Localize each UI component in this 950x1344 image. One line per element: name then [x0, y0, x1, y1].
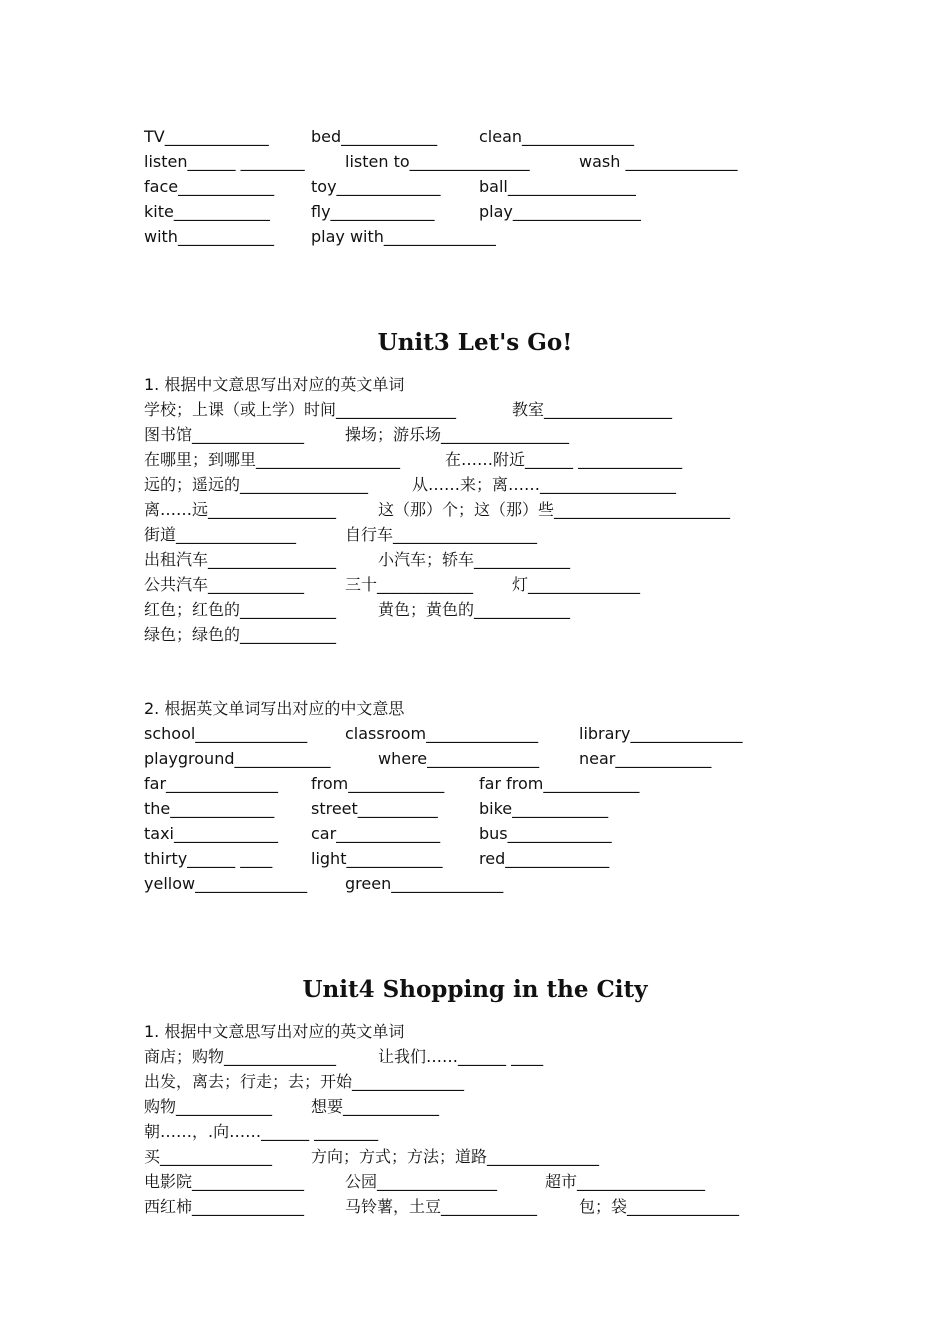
vocab-item: 灯______________ — [512, 575, 641, 594]
vocab-item: with____________ — [144, 227, 274, 246]
exercise-heading: 2. 根据英文单词写出对应的中文意思 — [144, 699, 405, 718]
vocab-item: toy_____________ — [311, 177, 441, 196]
vocab-row — [144, 497, 844, 522]
vocab-item: 这（那）个；这（那）些______________________ — [378, 500, 731, 519]
vocab-item: face____________ — [144, 177, 275, 196]
vocab-row — [144, 199, 844, 224]
vocab-row — [144, 149, 844, 174]
vocab-item: where______________ — [378, 749, 540, 768]
vocab-row — [144, 422, 844, 447]
vocab-item: listen______ ________ — [144, 152, 305, 171]
vocab-row — [144, 1169, 844, 1194]
vocab-item: far______________ — [144, 774, 279, 793]
vocab-item: library______________ — [579, 724, 743, 743]
unit3-part2-heading — [144, 696, 844, 721]
vocab-row — [144, 522, 844, 547]
exercise-heading: 1. 根据中文意思写出对应的英文单词 — [144, 375, 405, 394]
vocab-item: clean______________ — [479, 127, 635, 146]
vocab-row — [144, 124, 844, 149]
vocab-item: bed____________ — [311, 127, 438, 146]
exercise-heading: 1. 根据中文意思写出对应的英文单词 — [144, 1022, 405, 1041]
vocab-row — [144, 224, 844, 249]
vocab-item: school______________ — [144, 724, 308, 743]
vocab-item: the_____________ — [144, 799, 275, 818]
vocab-item: 超市________________ — [545, 1172, 706, 1191]
vocab-item: car_____________ — [311, 824, 441, 843]
vocab-row — [144, 1069, 844, 1094]
vocab-item: 马铃薯，土豆____________ — [345, 1197, 538, 1216]
vocab-row — [144, 472, 844, 497]
vocab-item: 方向；方式；方法；道路______________ — [311, 1147, 600, 1166]
vocab-item: 电影院______________ — [144, 1172, 305, 1191]
vocab-row — [144, 397, 844, 422]
vocab-item: 在……附近______ _____________ — [445, 450, 683, 469]
vocab-item: 图书馆______________ — [144, 425, 305, 444]
vocab-item: 在哪里；到哪里__________________ — [144, 450, 401, 469]
vocab-item: red_____________ — [479, 849, 610, 868]
vocab-item: bus_____________ — [479, 824, 612, 843]
vocab-row — [144, 572, 844, 597]
vocab-item: green______________ — [345, 874, 504, 893]
vocab-item: 红色；红色的____________ — [144, 600, 337, 619]
vocab-item: kite____________ — [144, 202, 270, 221]
vocab-item: far from____________ — [479, 774, 640, 793]
vocab-item: 让我们……______ ____ — [378, 1047, 544, 1066]
vocab-item: 从……来；离……_________________ — [412, 475, 677, 494]
vocab-item: bike____________ — [479, 799, 609, 818]
vocab-row — [144, 597, 844, 622]
vocab-item: 公共汽车____________ — [144, 575, 305, 594]
vocab-row — [144, 821, 844, 846]
vocab-item: 想要____________ — [311, 1097, 440, 1116]
vocab-item: 教室________________ — [512, 400, 673, 419]
vocab-item: taxi_____________ — [144, 824, 278, 843]
vocab-item: 出租汽车________________ — [144, 550, 337, 569]
vocab-row — [144, 622, 844, 647]
vocab-item: playground____________ — [144, 749, 331, 768]
vocab-row — [144, 1144, 844, 1169]
vocab-row — [144, 1094, 844, 1119]
vocab-item: 自行车__________________ — [345, 525, 538, 544]
unit3-part1-heading — [144, 372, 844, 397]
vocab-item: 商店；购物______________ — [144, 1047, 337, 1066]
vocab-row — [144, 1044, 844, 1069]
vocab-row — [144, 174, 844, 199]
vocab-item: 公园_______________ — [345, 1172, 498, 1191]
vocab-item: 绿色；绿色的____________ — [144, 625, 337, 644]
vocab-row — [144, 846, 844, 871]
vocab-item: 购物____________ — [144, 1097, 273, 1116]
vocab-row — [144, 721, 844, 746]
vocab-row — [144, 1119, 844, 1144]
unit4-title: Unit4 Shopping in the City — [302, 976, 648, 1003]
vocab-row — [144, 746, 844, 771]
vocab-row — [144, 771, 844, 796]
unit3-title: Unit3 Let's Go! — [377, 329, 573, 356]
vocab-item: 三十____________ — [345, 575, 474, 594]
vocab-row — [144, 447, 844, 472]
vocab-item: yellow______________ — [144, 874, 308, 893]
vocab-item: wash ______________ — [579, 152, 738, 171]
vocab-item: listen to_______________ — [345, 152, 530, 171]
vocab-row — [144, 871, 844, 896]
vocab-item: 出发，离去；行走；去；开始______________ — [144, 1072, 465, 1091]
unit4-part1-heading — [144, 1019, 844, 1044]
vocab-item: 包；袋______________ — [579, 1197, 740, 1216]
vocab-item: 离……远________________ — [144, 500, 337, 519]
vocab-item: 买______________ — [144, 1147, 273, 1166]
vocab-item: street__________ — [311, 799, 438, 818]
vocab-item: fly_____________ — [311, 202, 435, 221]
vocab-item: 朝……，.向……______ ________ — [144, 1122, 379, 1141]
vocab-item: 黄色；黄色的____________ — [378, 600, 571, 619]
vocab-item: from____________ — [311, 774, 445, 793]
vocab-item: play________________ — [479, 202, 641, 221]
vocab-item: 街道_______________ — [144, 525, 297, 544]
vocab-item: near____________ — [579, 749, 712, 768]
vocab-item: 西红柿______________ — [144, 1197, 305, 1216]
vocab-item: 远的；遥远的________________ — [144, 475, 369, 494]
vocab-item: light____________ — [311, 849, 443, 868]
vocab-row — [144, 547, 844, 572]
vocab-item: 学校；上课（或上学）时间_______________ — [144, 400, 457, 419]
vocab-item: 小汽车；轿车____________ — [378, 550, 571, 569]
vocab-item: 操场；游乐场________________ — [345, 425, 570, 444]
vocab-item: play with______________ — [311, 227, 496, 246]
vocab-item: ball________________ — [479, 177, 636, 196]
vocab-item: thirty______ ____ — [144, 849, 273, 868]
vocab-row — [144, 796, 844, 821]
vocab-item: classroom______________ — [345, 724, 539, 743]
vocab-item: TV_____________ — [144, 127, 269, 146]
vocab-row — [144, 1194, 844, 1219]
